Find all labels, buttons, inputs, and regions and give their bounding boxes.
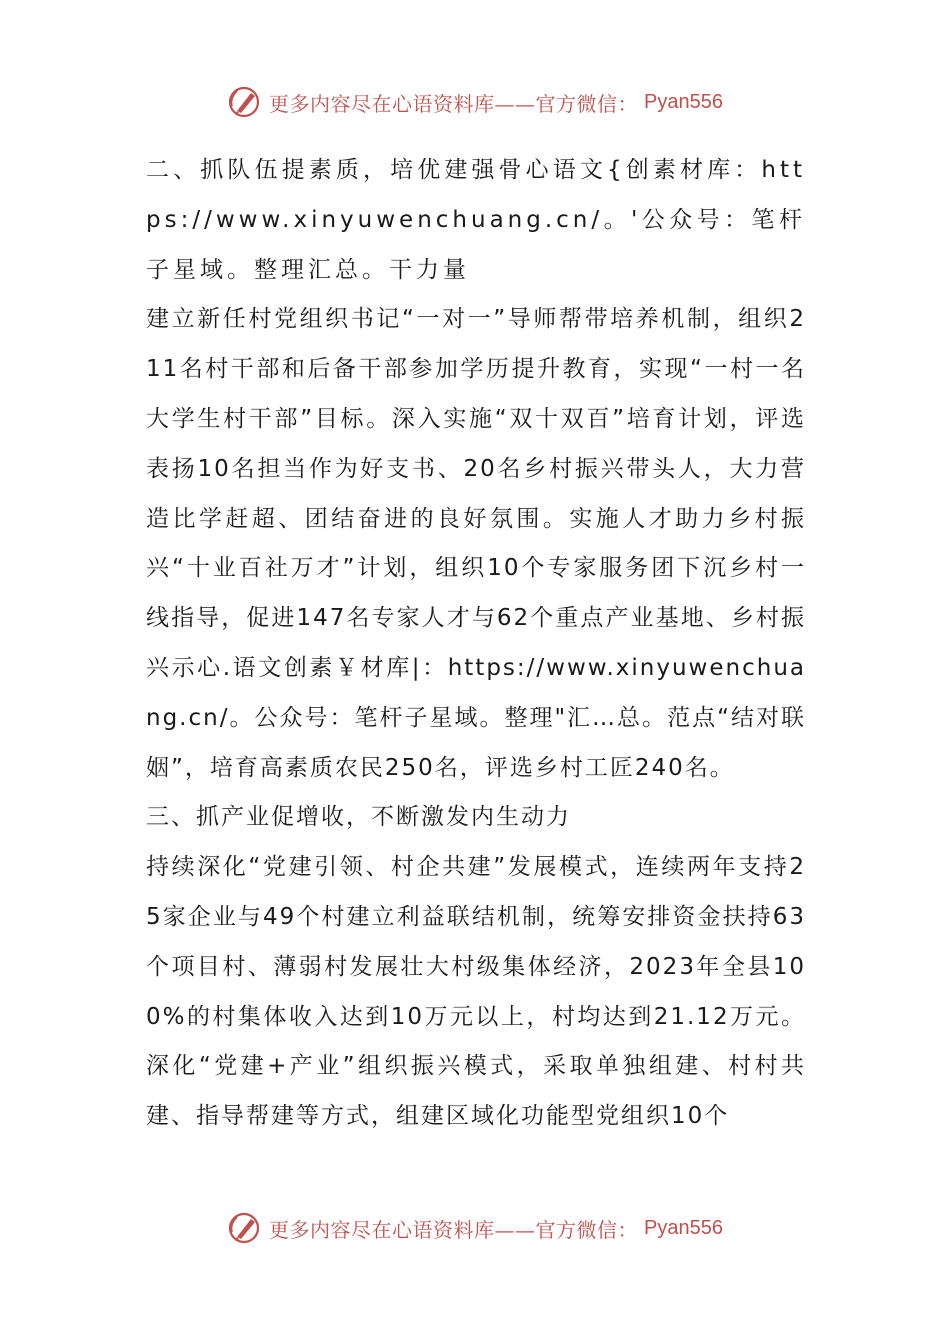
section-heading-three: 三、抓产业促增收，不断激发内生动力: [146, 804, 571, 831]
watermark-wechat-id: Pyan556: [644, 90, 723, 113]
watermark-text: 更多内容尽在心语资料库——官方微信：: [269, 1217, 639, 1242]
document-body: [146, 146, 806, 1142]
watermark-text: 更多内容尽在心语资料库——官方微信：: [269, 91, 639, 116]
pen-logo-icon: [227, 1210, 263, 1246]
body-paragraph-talent: 建立新任村党组织书记“一对一”导师帮带培养机制，组织211名村干部和后备干部参加学历提升教育，实现“一村一名大学生村干部”目标。深入实施“双十双百”培育计划，评选表扬10名担当作为好支书、20名乡村振兴带头人，大力营造比学赶超、团结奋进的良好氛围。实施人才助力乡村振兴“十业百社万才”计划，组织10个专家服务团下沉乡村一线指导，促进147名专家人才与62个重点产业基地、乡村振兴示心.语文创素￥材库|：https://www.xinyuwenchuang.cn/。公众号：笔杆子星域。整理"汇…总。范点“结对联姻”，培育高素质农民250名，评选乡村工匠240名。: [146, 306, 806, 781]
footer-watermark: [0, 1208, 950, 1248]
pen-logo-icon: [227, 84, 263, 120]
section-heading-two: 二、抓队伍提素质，培优建强骨心语文{创素材库：https://www.xinyuwenchuang.cn/。'公众号：笔杆子星域。整理汇总。干力量: [146, 157, 806, 283]
header-watermark: [0, 82, 950, 122]
body-paragraph-industry: 持续深化“党建引领、村企共建”发展模式，连续两年支持25家企业与49个村建立利益联结机制，统筹安排资金扶持63个项目村、薄弱村发展壮大村级集体经济，2023年全县100%的村集体收入达到10万元以上，村均达到21.12万元。深化“党建+产业”组织振兴模式，采取单独组建、村村共建、指导帮建等方式，组建区域化功能型党组织10个: [146, 854, 806, 1130]
watermark-wechat-id: Pyan556: [644, 1216, 723, 1239]
